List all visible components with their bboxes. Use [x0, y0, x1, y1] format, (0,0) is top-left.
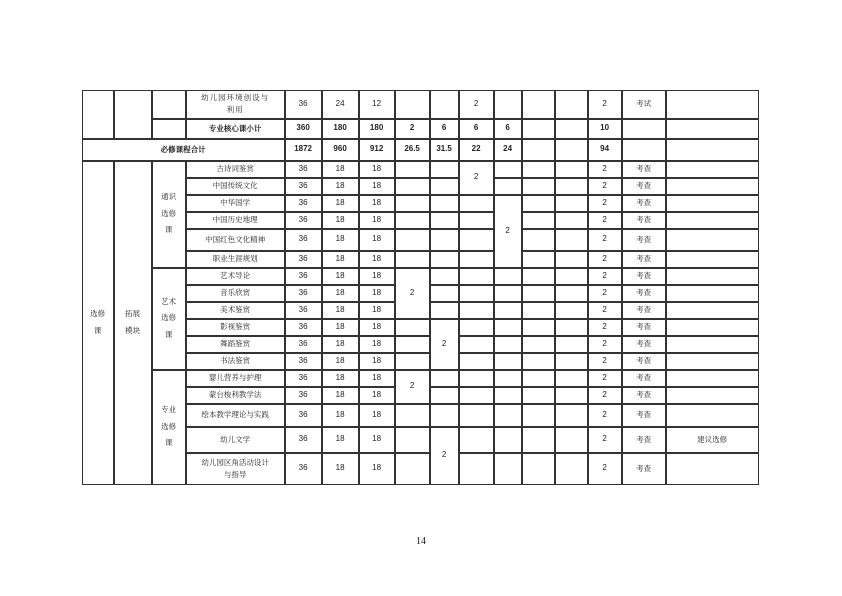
semester-1	[395, 251, 430, 268]
group-art-electives: 艺术 选修 课	[152, 268, 186, 370]
semester-5	[522, 161, 555, 178]
total-hours: 36	[285, 353, 322, 370]
semester-4	[494, 427, 522, 453]
total-hours: 36	[285, 404, 322, 427]
assessment: 考查	[622, 302, 666, 319]
total-hours: 36	[285, 285, 322, 302]
theory-hours: 18	[322, 212, 359, 229]
total-hours: 36	[285, 453, 322, 485]
theory-hours: 24	[322, 90, 359, 119]
practice-hours: 18	[359, 302, 395, 319]
semester-2	[430, 268, 459, 285]
total-hours: 36	[285, 195, 322, 212]
table-cell	[152, 90, 186, 119]
semester-2	[430, 195, 459, 212]
course-name: 音乐欣赏	[186, 285, 285, 302]
semester-3	[459, 195, 494, 212]
assessment: 考查	[622, 353, 666, 370]
semester-6	[555, 387, 588, 404]
course-name: 美术鉴赏	[186, 302, 285, 319]
semester-4	[494, 336, 522, 353]
semester-3	[459, 212, 494, 229]
semester-2	[430, 229, 459, 251]
semester-5	[522, 404, 555, 427]
table-cell	[114, 90, 152, 139]
note	[666, 453, 759, 485]
course-name: 幼儿园区角活动设计 与指导	[186, 453, 285, 485]
theory-hours: 18	[322, 195, 359, 212]
credits: 2	[588, 336, 622, 353]
total-hours: 36	[285, 302, 322, 319]
semester-1	[395, 195, 430, 212]
theory-hours: 18	[322, 427, 359, 453]
semester-5	[522, 212, 555, 229]
semester-5	[522, 268, 555, 285]
course-name: 中国历史地理	[186, 212, 285, 229]
credits: 2	[588, 229, 622, 251]
credits: 2	[588, 319, 622, 336]
semester-6	[555, 119, 588, 139]
semester-1: 26.5	[395, 139, 430, 161]
assessment: 考查	[622, 212, 666, 229]
credits: 2	[588, 285, 622, 302]
total-hours: 36	[285, 336, 322, 353]
total-hours: 36	[285, 251, 322, 268]
semester-3	[459, 336, 494, 353]
total-hours: 360	[285, 119, 322, 139]
semester-4: 6	[494, 119, 522, 139]
semester-6	[555, 268, 588, 285]
practice-hours: 18	[359, 251, 395, 268]
semester-6	[555, 195, 588, 212]
practice-hours: 18	[359, 453, 395, 485]
semester-1	[395, 453, 430, 485]
semester-3: 6	[459, 119, 494, 139]
semester-6	[555, 229, 588, 251]
total-hours: 36	[285, 178, 322, 195]
total-hours: 36	[285, 319, 322, 336]
practice-hours: 18	[359, 387, 395, 404]
semester-1	[395, 319, 430, 336]
theory-hours: 18	[322, 319, 359, 336]
semester-2	[430, 387, 459, 404]
theory-hours: 18	[322, 387, 359, 404]
table-cell	[82, 90, 114, 139]
semester-5	[522, 139, 555, 161]
elective-module: 拓展 模块	[114, 161, 152, 485]
semester-5	[522, 195, 555, 212]
credits: 2	[588, 453, 622, 485]
semester-5	[522, 387, 555, 404]
note	[666, 353, 759, 370]
semester-4	[494, 161, 522, 178]
course-name: 中国传统文化	[186, 178, 285, 195]
assessment: 考查	[622, 404, 666, 427]
assessment: 考查	[622, 370, 666, 387]
semester-3	[459, 427, 494, 453]
course-table	[82, 90, 759, 485]
credits: 2	[588, 370, 622, 387]
course-name: 中国红色文化精神	[186, 229, 285, 251]
semester-1	[395, 90, 430, 119]
note	[666, 370, 759, 387]
note	[666, 139, 759, 161]
course-name: 婴儿营养与护理	[186, 370, 285, 387]
practice-hours: 12	[359, 90, 395, 119]
semester-1	[395, 178, 430, 195]
practice-hours: 18	[359, 404, 395, 427]
semester-2	[430, 404, 459, 427]
table-cell	[152, 119, 186, 139]
total-hours: 36	[285, 268, 322, 285]
semester-1	[395, 229, 430, 251]
semester-1-merged: 2	[395, 268, 430, 319]
semester-4	[494, 90, 522, 119]
semester-5	[522, 319, 555, 336]
note	[666, 285, 759, 302]
theory-hours: 18	[322, 268, 359, 285]
total-hours: 36	[285, 161, 322, 178]
semester-4	[494, 319, 522, 336]
semester-5	[522, 251, 555, 268]
practice-hours: 18	[359, 195, 395, 212]
theory-hours: 18	[322, 285, 359, 302]
semester-5	[522, 119, 555, 139]
theory-hours: 180	[322, 119, 359, 139]
credits: 2	[588, 404, 622, 427]
semester-5	[522, 427, 555, 453]
semester-2-merged: 2	[430, 319, 459, 370]
semester-6	[555, 353, 588, 370]
semester-3	[459, 370, 494, 387]
semester-5	[522, 90, 555, 119]
assessment: 考查	[622, 336, 666, 353]
semester-4	[494, 387, 522, 404]
semester-4-merged: 2	[494, 195, 522, 268]
semester-1-merged: 2	[395, 370, 430, 404]
semester-3: 22	[459, 139, 494, 161]
semester-4	[494, 404, 522, 427]
semester-6	[555, 212, 588, 229]
theory-hours: 18	[322, 370, 359, 387]
course-name: 舞蹈鉴赏	[186, 336, 285, 353]
page-number: 14	[416, 536, 426, 547]
semester-1	[395, 353, 430, 370]
semester-5	[522, 178, 555, 195]
note	[666, 336, 759, 353]
assessment: 考试	[622, 90, 666, 119]
practice-hours: 18	[359, 229, 395, 251]
assessment: 考查	[622, 453, 666, 485]
note	[666, 302, 759, 319]
semester-4	[494, 302, 522, 319]
note	[666, 212, 759, 229]
semester-5	[522, 302, 555, 319]
credits: 2	[588, 251, 622, 268]
semester-5	[522, 336, 555, 353]
assessment: 考查	[622, 285, 666, 302]
semester-2: 6	[430, 119, 459, 139]
semester-3	[459, 404, 494, 427]
semester-6	[555, 336, 588, 353]
semester-5	[522, 353, 555, 370]
assessment: 考查	[622, 427, 666, 453]
theory-hours: 960	[322, 139, 359, 161]
semester-2	[430, 161, 459, 178]
credits: 2	[588, 90, 622, 119]
semester-3	[459, 268, 494, 285]
semester-6	[555, 285, 588, 302]
theory-hours: 18	[322, 178, 359, 195]
semester-3-merged: 2	[459, 161, 494, 195]
note	[666, 90, 759, 119]
practice-hours: 18	[359, 319, 395, 336]
semester-5	[522, 370, 555, 387]
course-name: 绘本教学理论与实践	[186, 404, 285, 427]
semester-1	[395, 427, 430, 453]
note	[666, 195, 759, 212]
note	[666, 251, 759, 268]
semester-2	[430, 302, 459, 319]
practice-hours: 18	[359, 285, 395, 302]
semester-4	[494, 453, 522, 485]
course-name: 蒙台梭利教学法	[186, 387, 285, 404]
required-total-label: 必修课程合计	[82, 139, 285, 161]
credits: 2	[588, 427, 622, 453]
semester-5	[522, 229, 555, 251]
semester-3	[459, 353, 494, 370]
semester-6	[555, 161, 588, 178]
semester-3: 2	[459, 90, 494, 119]
practice-hours: 180	[359, 119, 395, 139]
theory-hours: 18	[322, 453, 359, 485]
semester-1: 2	[395, 119, 430, 139]
note	[666, 268, 759, 285]
semester-6	[555, 404, 588, 427]
semester-3	[459, 285, 494, 302]
semester-3	[459, 453, 494, 485]
semester-4	[494, 370, 522, 387]
semester-4	[494, 285, 522, 302]
assessment: 考查	[622, 178, 666, 195]
semester-4	[494, 353, 522, 370]
credits: 2	[588, 268, 622, 285]
semester-1	[395, 212, 430, 229]
theory-hours: 18	[322, 404, 359, 427]
note	[666, 229, 759, 251]
theory-hours: 18	[322, 336, 359, 353]
semester-3	[459, 319, 494, 336]
semester-1	[395, 161, 430, 178]
semester-6	[555, 178, 588, 195]
note	[666, 404, 759, 427]
assessment	[622, 139, 666, 161]
total-hours: 36	[285, 212, 322, 229]
practice-hours: 18	[359, 268, 395, 285]
note	[666, 319, 759, 336]
total-hours: 36	[285, 427, 322, 453]
total-hours: 36	[285, 370, 322, 387]
semester-6	[555, 319, 588, 336]
note	[666, 119, 759, 139]
semester-2	[430, 251, 459, 268]
credits: 2	[588, 387, 622, 404]
total-hours: 36	[285, 229, 322, 251]
course-name: 职业生涯规划	[186, 251, 285, 268]
semester-6	[555, 453, 588, 485]
practice-hours: 912	[359, 139, 395, 161]
practice-hours: 18	[359, 370, 395, 387]
semester-3	[459, 302, 494, 319]
semester-2	[430, 285, 459, 302]
credits: 2	[588, 212, 622, 229]
theory-hours: 18	[322, 353, 359, 370]
semester-2	[430, 212, 459, 229]
semester-2	[430, 370, 459, 387]
semester-1	[395, 404, 430, 427]
practice-hours: 18	[359, 161, 395, 178]
assessment: 考查	[622, 387, 666, 404]
note	[666, 387, 759, 404]
total-hours: 1872	[285, 139, 322, 161]
course-name: 幼儿文学	[186, 427, 285, 453]
semester-6	[555, 302, 588, 319]
core-subtotal-label: 专业核心课小计	[186, 119, 285, 139]
semester-2-merged: 2	[430, 427, 459, 485]
semester-5	[522, 285, 555, 302]
theory-hours: 18	[322, 161, 359, 178]
semester-4	[494, 268, 522, 285]
total-hours: 36	[285, 387, 322, 404]
theory-hours: 18	[322, 302, 359, 319]
semester-1	[395, 336, 430, 353]
credits: 10	[588, 119, 622, 139]
semester-2	[430, 90, 459, 119]
semester-6	[555, 370, 588, 387]
semester-4	[494, 178, 522, 195]
semester-3	[459, 387, 494, 404]
practice-hours: 18	[359, 336, 395, 353]
semester-2: 31.5	[430, 139, 459, 161]
practice-hours: 18	[359, 427, 395, 453]
credits: 2	[588, 195, 622, 212]
semester-2	[430, 178, 459, 195]
total-hours: 36	[285, 90, 322, 119]
practice-hours: 18	[359, 212, 395, 229]
semester-5	[522, 453, 555, 485]
semester-6	[555, 251, 588, 268]
semester-3	[459, 251, 494, 268]
course-name: 古诗词鉴赏	[186, 161, 285, 178]
semester-6	[555, 139, 588, 161]
group-general-electives: 通识 选修 课	[152, 161, 186, 268]
assessment	[622, 119, 666, 139]
course-name: 书法鉴赏	[186, 353, 285, 370]
course-name: 幼儿园环境创设与利用	[186, 90, 285, 119]
credits: 94	[588, 139, 622, 161]
semester-4: 24	[494, 139, 522, 161]
semester-6	[555, 90, 588, 119]
assessment: 考查	[622, 195, 666, 212]
note	[666, 178, 759, 195]
theory-hours: 18	[322, 251, 359, 268]
assessment: 考查	[622, 161, 666, 178]
assessment: 考查	[622, 229, 666, 251]
theory-hours: 18	[322, 229, 359, 251]
note	[666, 161, 759, 178]
credits: 2	[588, 353, 622, 370]
credits: 2	[588, 161, 622, 178]
note: 建议选修	[666, 427, 759, 453]
assessment: 考查	[622, 251, 666, 268]
credits: 2	[588, 302, 622, 319]
semester-6	[555, 427, 588, 453]
group-professional-electives: 专业 选修 课	[152, 370, 186, 485]
course-name: 中华国学	[186, 195, 285, 212]
semester-3	[459, 229, 494, 251]
elective-category: 选修 课	[82, 161, 114, 485]
course-name: 影视鉴赏	[186, 319, 285, 336]
assessment: 考查	[622, 319, 666, 336]
practice-hours: 18	[359, 353, 395, 370]
course-name: 艺术导论	[186, 268, 285, 285]
practice-hours: 18	[359, 178, 395, 195]
credits: 2	[588, 178, 622, 195]
assessment: 考查	[622, 268, 666, 285]
